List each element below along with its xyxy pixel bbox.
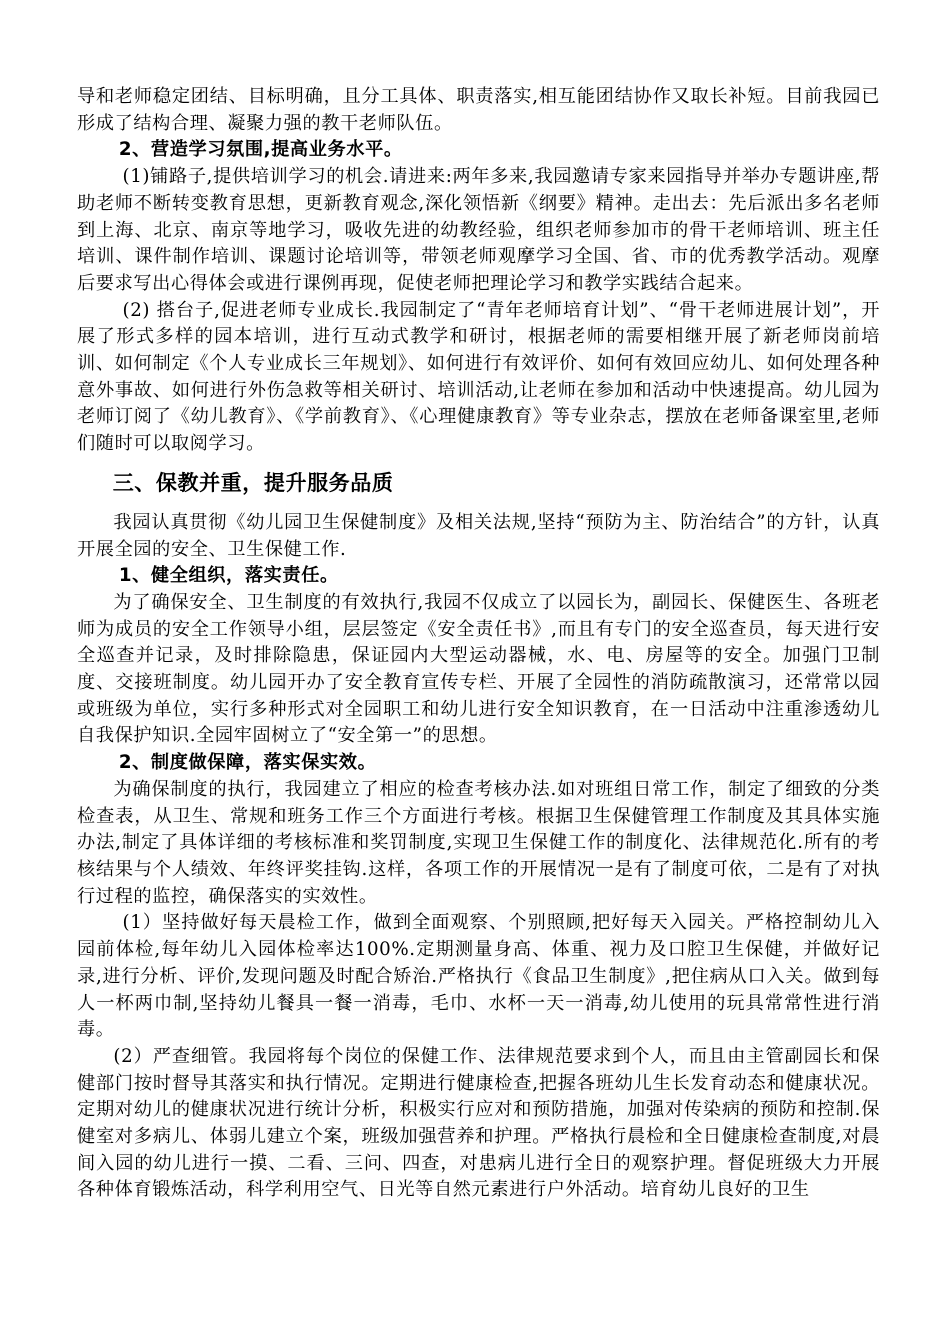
paragraph-morning-check: (1）坚持做好每天晨检工作，做到全面观察、个别照顾,把好每天入园关。严格控制幼儿入园前体检,每年幼儿入园体检率达100%.定期测量身高、体重、视力及口腔卫生保健，并做好记录,进行分析、评价,发现问题及时配合矫治.严格执行《食品卫生制度》,把住病从口入关。做到每人一杯两巾制,坚持幼儿餐具一餐一消毒，毛巾、水杯一天一消毒,幼儿使用的玩具常常性进行消毒。 xyxy=(77,912,880,1041)
section-heading-care: 三、保教并重，提升服务品质 xyxy=(112,470,394,495)
paragraph-safety: 为了确保安全、卫生制度的有效执行,我园不仅成立了以园长为，副园长、保健医生、各班老师为成员的安全工作领导小组，层层签定《安全责任书》,而且有专门的安全巡查员，每天进行安全巡查并记录，及时排除隐患，保证园内大型运动器械，水、电、房屋等的安全。加强门卫制度、交接班制度。幼儿园开办了安全教育宣传专栏、开展了全园性的消防疏散演习，还常常以园或班级为单位，实行多种形式对全园职工和幼儿进行安全知识教育，在一日活动中注重渗透幼儿自我保护知识.全园牢固树立了“安全第一”的思想。 xyxy=(77,591,880,747)
paragraph-team-summary: 导和老师稳定团结、目标明确，且分工具体、职责落实,相互能团结协作又取长补短。目前我园已形成了结构合理、凝聚力强的教干老师队伍。 xyxy=(77,86,880,134)
subheading-system: 2、制度做保障，落实保实效。 xyxy=(118,752,377,774)
paragraph-assessment: 为确保制度的执行，我园建立了相应的检查考核办法.如对班组日常工作，制定了细致的分类检查表，从卫生、常规和班务工作三个方面进行考核。根据卫生保健管理工作制度及其具体实施办法,制定了具体详细的考核标准和奖罚制度,实现卫生保健工作的制度化、法律规范化.所有的考核结果与个人绩效、年终评奖挂钩.这样，各项工作的开展情况一是有了制度可依，二是有了对执行过程的监控，确保落实的实效性。 xyxy=(77,778,880,907)
paragraph-health-policy: 我园认真贯彻《幼儿园卫生保健制度》及相关法规,坚持“预防为主、防治结合”的方针，认真开展全园的安全、卫生保健工作. xyxy=(77,511,880,560)
paragraph-training: (1)铺路子,提供培训学习的机会.请进来:两年多来,我园邀请专家来园指导并举办专题讲座,帮助老师不断转变教育思想，更新教育观念,深化领悟新《纲要》精神。走出去：先后派出多名老师到上海、北京、南京等地学习，吸收先进的幼教经验，组织老师参加市的骨干老师培训、班主任培训、课件制作培训、课题讨论培训等，带领老师观摩学习全国、省、市的优秀教学活动。观摩后要求写出心得体会或进行课例再现，促使老师把理论学习和教学实践结合起来。 xyxy=(77,166,880,294)
subheading-learning: 2、营造学习氛围,提高业务水平。 xyxy=(118,139,403,161)
subheading-organization: 1、健全组织，落实责任。 xyxy=(118,565,339,587)
paragraph-strict-management: (2）严查细管。我园将每个岗位的保健工作、法律规范要求到个人，而且由主管副园长和保健部门按时督导其落实和执行情况。定期进行健康检查,把握各班幼儿生长发育动态和健康状况。定期对幼儿的健康状况进行统计分析，积极实行应对和预防措施，加强对传染病的预防和控制.保健室对多病儿、体弱儿建立个案，班级加强营养和护理。严格执行晨检和全日健康检查制度,对晨间入园的幼儿进行一摸、二看、三问、四查，对患病儿进行全日的观察护理。督促班级大力开展各种体育锻炼活动，科学利用空气、日光等自然元素进行户外活动。培育幼儿良好的卫生 xyxy=(77,1045,880,1201)
paragraph-professional-growth: (2) 搭台子,促进老师专业成长.我园制定了“青年老师培育计划”、“骨干老师进展计划”，开展了形式多样的园本培训，进行互动式教学和研讨，根据老师的需要相继开展了新老师岗前培训、如何制定《个人专业成长三年规划》、如何进行有效评价、如何有效回应幼儿、如何处理各种意外事故、如何进行外伤急救等相关研讨、培训活动,让老师在参加和活动中快速提高。幼儿园为老师订阅了《幼儿教育》、《学前教育》、《心理健康教育》等专业杂志，摆放在老师备课室里,老师们随时可以取阅学习。 xyxy=(77,299,880,455)
